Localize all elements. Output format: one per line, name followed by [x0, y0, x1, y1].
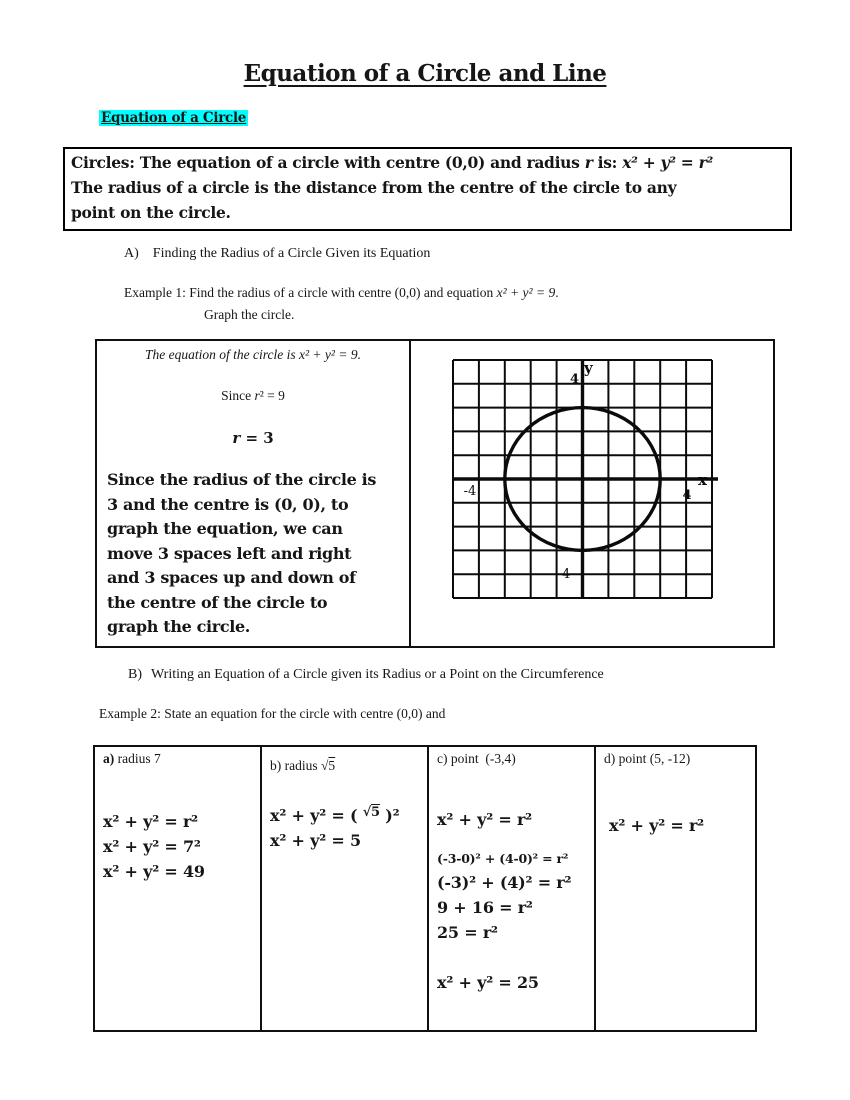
cell-b-radius-root5 [260, 747, 427, 1030]
cell-a-label: a) [103, 751, 115, 766]
definition-line-2: The radius of a circle is the distance from the centre of the circle to any [71, 178, 677, 197]
radical-sign: √ [321, 758, 329, 773]
definition-line-3: point on the circle. [71, 203, 231, 222]
circle-graph [442, 353, 742, 615]
raised-radical [363, 805, 380, 820]
equation-text: x² + y² = ( [270, 806, 363, 825]
explanation-paragraph [107, 468, 400, 640]
section-heading-highlighted: Equation of a Circle [101, 110, 247, 126]
x-tick-4: 4 [682, 488, 692, 503]
explanation-line: move 3 spaces left and right [107, 543, 352, 563]
cell-c-point-neg3-4 [427, 747, 594, 1030]
cell-a-title: radius 7 [114, 751, 161, 766]
graph-cell [411, 341, 773, 646]
radius-r: r [232, 429, 241, 447]
x-axis-label: x [698, 471, 707, 489]
equation-text: )² [379, 806, 400, 825]
radical-sign: √ [362, 805, 372, 820]
radius-value: = 3 [240, 429, 274, 447]
definition-line-1 [71, 150, 784, 175]
example1-equation: x² + y² = 9 [496, 285, 556, 300]
cell-b-title: b) radius [270, 758, 321, 773]
equation-line: 25 = r² [437, 923, 498, 942]
cell-c-header: c) point (-3,4) [437, 751, 516, 766]
circle-equation: x² + y² = r² [622, 153, 713, 172]
section-a-heading [124, 246, 430, 262]
equation-result: x² + y² = 25 [437, 973, 539, 992]
explanation-line: the centre of the circle to [107, 592, 328, 612]
section-b-text: Writing an Equation of a Circle given its Radius or a Point on the Circumference [151, 667, 604, 682]
cell-a-radius-7 [95, 747, 260, 1030]
equation-line: (-3-0)² + (4-0)² = r² [437, 851, 569, 866]
cell-c-work [437, 847, 586, 945]
circle-definition-box [63, 147, 792, 231]
equation-line: x² + y² = r² [609, 816, 704, 835]
section-b-label: B) [128, 667, 142, 682]
cell-b-work [270, 800, 419, 853]
cell-d-header: d) point (5, -12) [604, 751, 691, 766]
example1-text: Example 1: Find the radius of a circle with centre (0,0) and equation [124, 285, 497, 300]
since-text: Since [221, 388, 255, 403]
y-axis-label: y [584, 359, 593, 377]
definition-text: is: [592, 153, 623, 172]
solution-radius-line [106, 429, 400, 447]
equation-line: x² + y² = 49 [103, 862, 205, 881]
explanation-line: graph the equation, we can [107, 519, 343, 538]
solution-since-line [106, 388, 400, 404]
definition-text: Circles: The equation of a circle with centre (0,0) and radius [71, 153, 585, 172]
x-tick-neg4: -4 [463, 484, 477, 499]
radius-variable: r [584, 153, 593, 172]
page-title: Equation of a Circle and Line [243, 60, 607, 87]
cell-d-point-5-neg12 [594, 747, 755, 1030]
equation-line: 9 + 16 = r² [437, 898, 533, 917]
explanation-line: graph the circle. [107, 617, 251, 636]
equation-line: x² + y² = 5 [270, 831, 361, 850]
solution-statement: The equation of the circle is x² + y² = 9. [145, 347, 361, 362]
y-tick-4: 4 [569, 372, 579, 387]
section-b-heading [128, 667, 604, 683]
y-tick-neg4: -4 [557, 567, 571, 582]
radicand: 5 [328, 758, 336, 773]
example1-period: . [555, 285, 559, 300]
cell-a-header [103, 751, 252, 767]
example2-table [93, 745, 757, 1032]
equation-line: x² + y² = r² [437, 810, 532, 829]
equation-line [270, 800, 419, 828]
solution-cell [97, 341, 411, 646]
equation-line: (-3)² + (4)² = r² [437, 873, 572, 892]
section-a-text: Finding the Radius of a Circle Given its Equation [152, 246, 431, 261]
explanation-line: 3 and the centre is (0, 0), to [107, 494, 349, 514]
graph-labels [464, 359, 708, 582]
section-a-label: A) [124, 246, 139, 261]
example2-line: Example 2: State an equation for the circle with centre (0,0) and [99, 706, 446, 721]
example1-table [95, 339, 775, 648]
cell-a-work [103, 809, 252, 884]
since-r: r [254, 388, 260, 403]
cell-b-header [270, 758, 419, 774]
explanation-line: Since the radius of the circle is [107, 470, 377, 489]
example1-line-1 [124, 285, 559, 301]
example1-line-2: Graph the circle. [204, 307, 295, 322]
equation-line: x² + y² = 7² [103, 837, 201, 856]
since-rest: ² = 9 [259, 388, 285, 403]
explanation-line: and 3 spaces up and down of [107, 568, 356, 587]
radicand: 5 [371, 805, 380, 820]
equation-line: x² + y² = r² [103, 812, 198, 831]
